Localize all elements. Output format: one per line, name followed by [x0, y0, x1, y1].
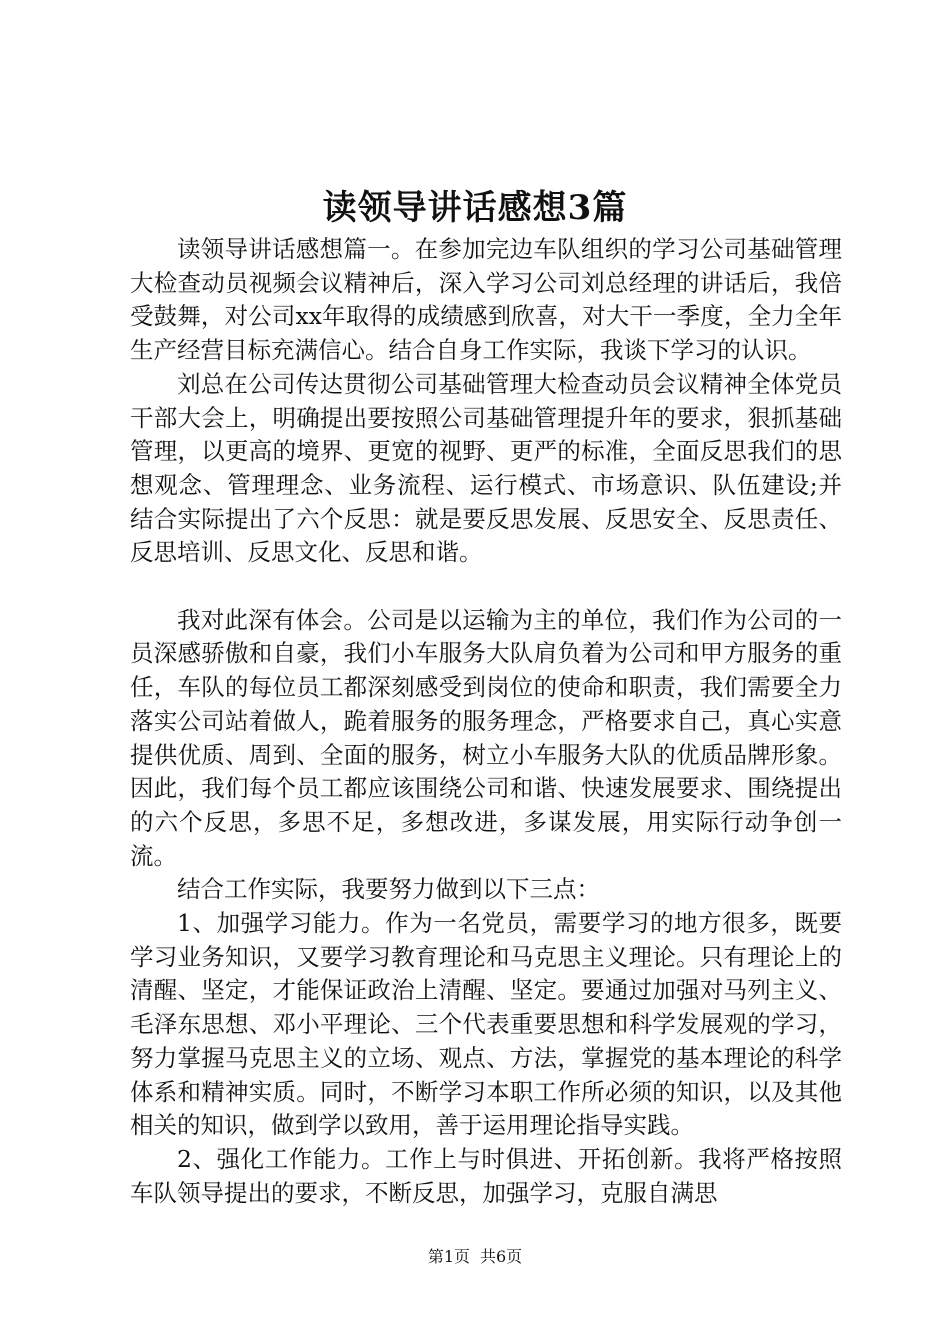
document-title: 读领导讲话感想3篇	[322, 188, 628, 228]
paragraph: 刘总在公司传达贯彻公司基础管理大检查动员会议精神全体党员干部大会上，明确提出要按照公司基础管理提升年的要求，狠抓基础管理，以更高的境界、更宽的视野、更严的标准，全面反思我们的思想观念、管理理念、业务流程、运行模式、市场意识、队伍建设;并结合实际提出了六个反思：就是要反思发展、反思安全、反思责任、反思培训、反思文化、反思和谐。	[130, 369, 842, 567]
page-footer	[0, 1245, 950, 1269]
page-total: 共6页	[480, 1247, 523, 1266]
paragraph-spacer	[130, 570, 842, 604]
page-number: 第1页	[427, 1247, 470, 1266]
document-body	[130, 233, 842, 1210]
paragraph: 读领导讲话感想篇一。在参加完边车队组织的学习公司基础管理大检查动员视频会议精神后，深入学习公司刘总经理的讲话后，我倍受鼓舞，对公司xx年取得的成绩感到欣喜，对大干一季度，全力全年生产经营目标充满信心。结合自身工作实际，我谈下学习的认识。	[130, 235, 842, 365]
paragraph: 2、强化工作能力。工作上与时俱进、开拓创新。我将严格按照车队领导提出的要求，不断反思，加强学习，克服自满思	[130, 1144, 842, 1207]
paragraph: 结合工作实际，我要努力做到以下三点：	[177, 875, 600, 904]
paragraph: 我对此深有体会。公司是以运输为主的单位，我们作为公司的一员深感骄傲和自豪，我们小车服务大队肩负着为公司和甲方服务的重任，车队的每位员工都深刻感受到岗位的使命和职责，我们需要全力落实公司站着做人，跪着服务的服务理念，严格要求自己，真心实意提供优质、周到、全面的服务，树立小车服务大队的优质品牌形象。因此，我们每个员工都应该围绕公司和谐、快速发展要求、围绕提出的六个反思，多思不足，多想改进，多谋发展，用实际行动争创一流。	[130, 605, 842, 870]
paragraph: 1、加强学习能力。作为一名党员，需要学习的地方很多，既要学习业务知识，又要学习教育理论和马克思主义理论。只有理论上的清醒、坚定，才能保证政治上清醒、坚定。要通过加强对马列主义、毛泽东思想、邓小平理论、三个代表重要思想和科学发展观的学习，努力掌握马克思主义的立场、观点、方法，掌握党的基本理论的科学体系和精神实质。同时，不断学习本职工作所必须的知识，以及其他相关的知识，做到学以致用，善于运用理论指导实践。	[130, 909, 842, 1140]
